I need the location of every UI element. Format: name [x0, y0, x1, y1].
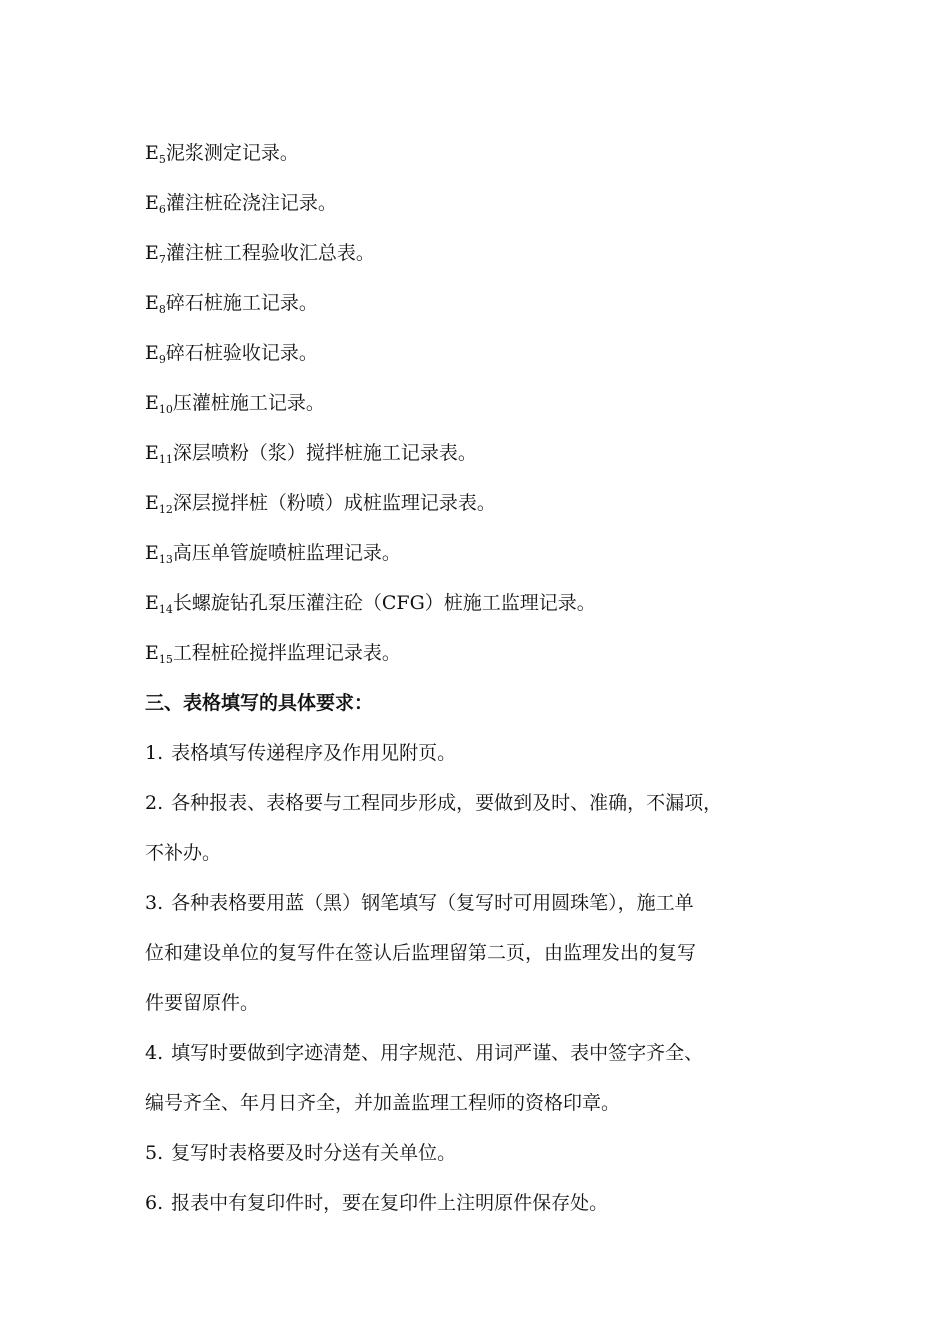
item-code: E	[145, 342, 159, 364]
list-item	[145, 328, 835, 378]
requirement-text: 各种报表、表格要与工程同步形成，要做到及时、准确，不漏项，	[171, 792, 723, 814]
requirement-number: 4.	[145, 1042, 164, 1064]
item-code: E	[145, 142, 159, 164]
item-subscript: 13	[158, 553, 173, 566]
requirement-number: 2.	[145, 792, 164, 814]
item-subscript: 6	[158, 203, 166, 216]
list-item	[145, 478, 835, 528]
item-text: 碎石桩施工记录。	[165, 292, 318, 314]
item-subscript: 9	[158, 353, 166, 366]
item-text: 灌注桩砼浇注记录。	[165, 192, 337, 214]
item-code: E	[145, 392, 159, 414]
item-subscript: 10	[158, 403, 173, 416]
requirement-number: 5.	[145, 1142, 164, 1164]
requirement-continuation: 件要留原件。	[145, 992, 260, 1014]
requirement-item	[145, 1128, 835, 1178]
item-code: E	[145, 642, 159, 664]
requirement-number: 1.	[145, 742, 164, 764]
list-item	[145, 178, 835, 228]
requirement-number: 6.	[145, 1192, 164, 1214]
requirement-text: 复写时表格要及时分送有关单位。	[171, 1142, 457, 1164]
item-text: 深层喷粉（浆）搅拌桩施工记录表。	[172, 442, 477, 464]
document-content	[145, 128, 835, 1228]
requirement-continuation: 位和建设单位的复写件在签认后监理留第二页，由监理发出的复写	[145, 942, 697, 964]
requirement-text: 各种表格要用蓝（黑）钢笔填写（复写时可用圆珠笔），施工单	[171, 892, 694, 914]
item-subscript: 7	[158, 253, 166, 266]
item-text: 压灌桩施工记录。	[172, 392, 325, 414]
requirement-item	[145, 1028, 835, 1078]
list-item	[145, 378, 835, 428]
item-subscript: 11	[158, 453, 173, 466]
item-code: E	[145, 542, 159, 564]
item-code: E	[145, 442, 159, 464]
item-subscript: 15	[158, 653, 173, 666]
requirement-item	[145, 728, 835, 778]
requirement-item	[145, 1178, 835, 1228]
requirement-text: 表格填写传递程序及作用见附页。	[171, 742, 457, 764]
item-text: 深层搅拌桩（粉喷）成桩监理记录表。	[172, 492, 496, 514]
list-item	[145, 128, 835, 178]
list-item	[145, 528, 835, 578]
requirement-text: 填写时要做到字迹清楚、用字规范、用词严谨、表中签字齐全、	[171, 1042, 704, 1064]
item-text: 碎石桩验收记录。	[165, 342, 318, 364]
requirement-continuation: 编号齐全、年月日齐全，并加盖监理工程师的资格印章。	[145, 1092, 621, 1114]
list-item	[145, 578, 835, 628]
requirement-item	[145, 778, 835, 828]
list-item	[145, 628, 835, 678]
item-code: E	[145, 492, 159, 514]
item-subscript: 5	[158, 153, 166, 166]
item-code: E	[145, 592, 159, 614]
item-code: E	[145, 192, 159, 214]
list-item	[145, 278, 835, 328]
item-subscript: 14	[158, 603, 173, 616]
item-text: 泥浆测定记录。	[165, 142, 299, 164]
item-text: 灌注桩工程验收汇总表。	[165, 242, 375, 264]
requirement-continuation: 不补办。	[145, 842, 222, 864]
item-text: 工程桩砼搅拌监理记录表。	[172, 642, 401, 664]
section-heading: 三、表格填写的具体要求：	[145, 692, 374, 714]
item-text: 高压单管旋喷桩监理记录。	[172, 542, 401, 564]
list-item	[145, 428, 835, 478]
item-code: E	[145, 242, 159, 264]
requirement-item	[145, 878, 835, 928]
list-item	[145, 228, 835, 278]
item-text: 长螺旋钻孔泵压灌注砼（CFG）桩施工监理记录。	[172, 592, 596, 614]
requirement-text: 报表中有复印件时，要在复印件上注明原件保存处。	[171, 1192, 609, 1214]
requirement-number: 3.	[145, 892, 164, 914]
item-code: E	[145, 292, 159, 314]
item-subscript: 12	[158, 503, 173, 516]
item-subscript: 8	[158, 303, 166, 316]
